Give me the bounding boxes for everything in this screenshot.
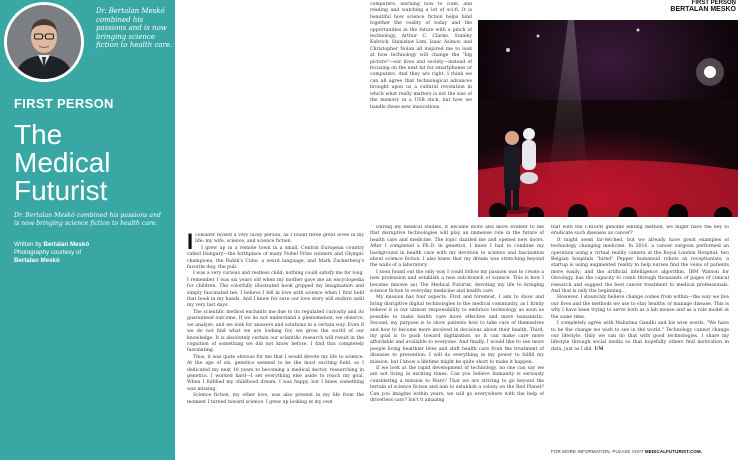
photo-credit-prefix: Photography courtesy of [14,249,82,256]
paragraph: Science fiction, my other love, was also present in my life from the moment I turned toward science. I grew up looking at my own [187,393,364,405]
portrait-illustration [7,5,81,79]
title-line: Futurist [14,175,108,206]
paragraph-text: I completely agree with Mahatma Gandhi and his wise words. "We have to be the change we wish to see in the world." Technology cannot change our lifestyle. Only we can do that with good technologies. I share my lifestyle through social media so that hopefully others find motivation in data, just as I did. [551,321,729,352]
standfirst: Dr. Bertalan Meskó combined his passions and is now bringing science fiction to health care. [14,212,161,227]
running-header-author: BERTALAN MESKÓ [670,6,736,13]
paragraph: consider myself a very lucky person, as I found three great loves in my life: my wife, science, and science fiction. [195,233,364,245]
stage-photo [478,20,738,217]
author-portrait [4,2,84,82]
written-by-prefix: Written by [14,241,42,248]
paragraph: If we look at the rapid development of technology, no one can say we are not living in exciting times. Can you believe humanity is seriously considering a mission to Mars? That we are striving to go beyond the terrain of science fiction and aim to establish a colony on the Red Planet? Can you imagine within years, we will go everywhere with the help of driverless cars? Isn't it amazing [370,365,544,403]
article-column-2 [370,225,544,459]
footer-url: MEDICALFUTURIST.COM. [644,449,703,454]
paragraph: During my medical studies, it became more and more evident to me that disruptive technologies will play an immense role in the future of health care and medicine. The topic dazzled me and opened new doors. After I completed a Ph.D. in genetics, I knew I had to combine my background in health care with my devotion to science and fascination about science fiction. I also knew that my dream was stretching beyond the walls of a laboratory. [370,225,544,269]
paragraph: The scientific method enchants me due to its regulated curiosity and its guaranteed outcome. If we do not understand a phenomenon, we observe, we analyze, and we look for answers and solutions in a certain way. Even if we do not find what we are looking for, we grow the world of our knowledge. It is absolutely certain our scientific research will result in the cognition of something we did not know before. I find this completely fascinating. [187,309,364,354]
title-line: Medical [14,147,111,178]
paragraph [551,321,729,353]
paragraph: My mission has four aspects. First and foremost, I aim to show and bring disruptive digital technologies to the medical community, as I firmly believe it is our utmost responsibility to embrace technology as soon as possible to make health care more effective and more humanistic. Second, my purpose is to show patients how to take care of themselves and how to become more involved in decisions about their health. Third, my goal is to push toward digitization, so it can make care more affordable and available to everyone. And finally, I would like to see more people living healthier lives and shift health care from the treatment of diseases to prevention. I will do everything in my power to fulfill my mission, but I know a lifetime might be quite short to make it happen. [370,295,544,365]
article-column-1 [187,233,364,459]
running-header [670,0,736,14]
article-column-3 [551,225,729,445]
paragraph: I grew up in a remote town in a small, Central European country called Hungary—the birthplace of many Nobel Prize winners and Olympic champions, the Rubik's Cube, a weird language, and Mark Zuckerberg's favorite dog, the puli. [187,245,364,271]
title-line: The [14,119,63,150]
drop-cap: I [187,233,194,254]
article-title [14,121,110,205]
end-mark: UM [594,346,604,352]
footer-prefix: FOR MORE INFORMATION, PLEASE VISIT [551,449,644,454]
byline [14,241,166,265]
avatar [7,5,81,79]
article-column-2-top [370,2,472,224]
paragraph: However, I staunchly believe change comes from within—the way we live our lives and the methods we use to stay healthy or manage disease. This is why I have been trying to serve both as a lab mouse and as a role model at the same time. [551,295,729,320]
paragraph: computers, learning how to code, and reading and watching a lot of sci-fi. It is beautiful how science fiction helps bind together the reality of today and the opportunities in the future with a pinch of technology. Arthur C. Clarke, Stanley Kubrick, Stanisław Lem, Isaac Asimov, and Christopher Nolan all inspired me to look at how technology will change the "big picture"—our lives and society—instead of focusing on the next hit for smartphones or computers. And they are right. I think we can all agree that technological advances brought upon us a cultural revolution in which what really matters is not the size of the memory in a USB stick, but how we handle these new innovations. [370,2,472,110]
written-by-name: Bertalan Meskó [43,241,90,248]
paragraph: I was a very curious and restless child; nothing could satisfy me for long. I remember I was six years old when my mother gave me an encyclopedia for children. The colorfully illustrated book gripped my imagination and simply fascinated me. I believe I fell in love with science when I first held that book in my hands. And I knew for sure our love story will endure until my very last days. [187,271,364,309]
paragraph: It might seem far-fetched, but we already have great examples of technology changing medicine. In 2016, a cancer surgeon performed an operation using a virtual reality camera at the Royal London Hospital; two Belgian hospitals "hired" Pepper humanoid robots as receptionists; a startup is using augmented reality to help nurses find the veins of patients more easily; and the artificial intelligence algorithm, IBM Watson for Oncology, has the capacity to comb through thousands of pages of clinical research and suggest the best cancer treatment to medical professionals. And that is only the beginning… [551,237,729,295]
photo-credit-name: Bertalan Meskó [14,257,60,264]
footer-note [551,449,735,454]
paragraph: I soon found out the only way I could follow my passion was to create a new profession and establish a new sub-branch of science. This is how I became (known as) The Medical Futurist, devoting my life to bringing science fiction to everyday medicine and health care. [370,269,544,295]
sidebar-panel [0,0,175,460]
section-kicker: FIRST PERSON [14,96,114,111]
paragraph: Thus, it was quite obvious for me that I would devote my life to science. At the age of six, genetics seemed to be the most exciting field, so I dedicated my next 18 years to becoming a medical doctor, researching in genetics. I worked hard—I set everything else aside to reach my goal. When I fulfilled my childhood dream, I was happy, but I knew something was missing. [187,354,364,392]
tagline: Dr. Bertalan Meskó combined his passions and is now bringing science fiction to health care. [96,7,173,49]
paragraph: that with the CRISPR genome editing method, we might have the key to eradicate such diseases as cancer? [551,225,729,237]
running-header-section: FIRST PERSON [691,0,736,6]
stage-photo-illustration [478,20,738,217]
written-by [14,241,166,249]
